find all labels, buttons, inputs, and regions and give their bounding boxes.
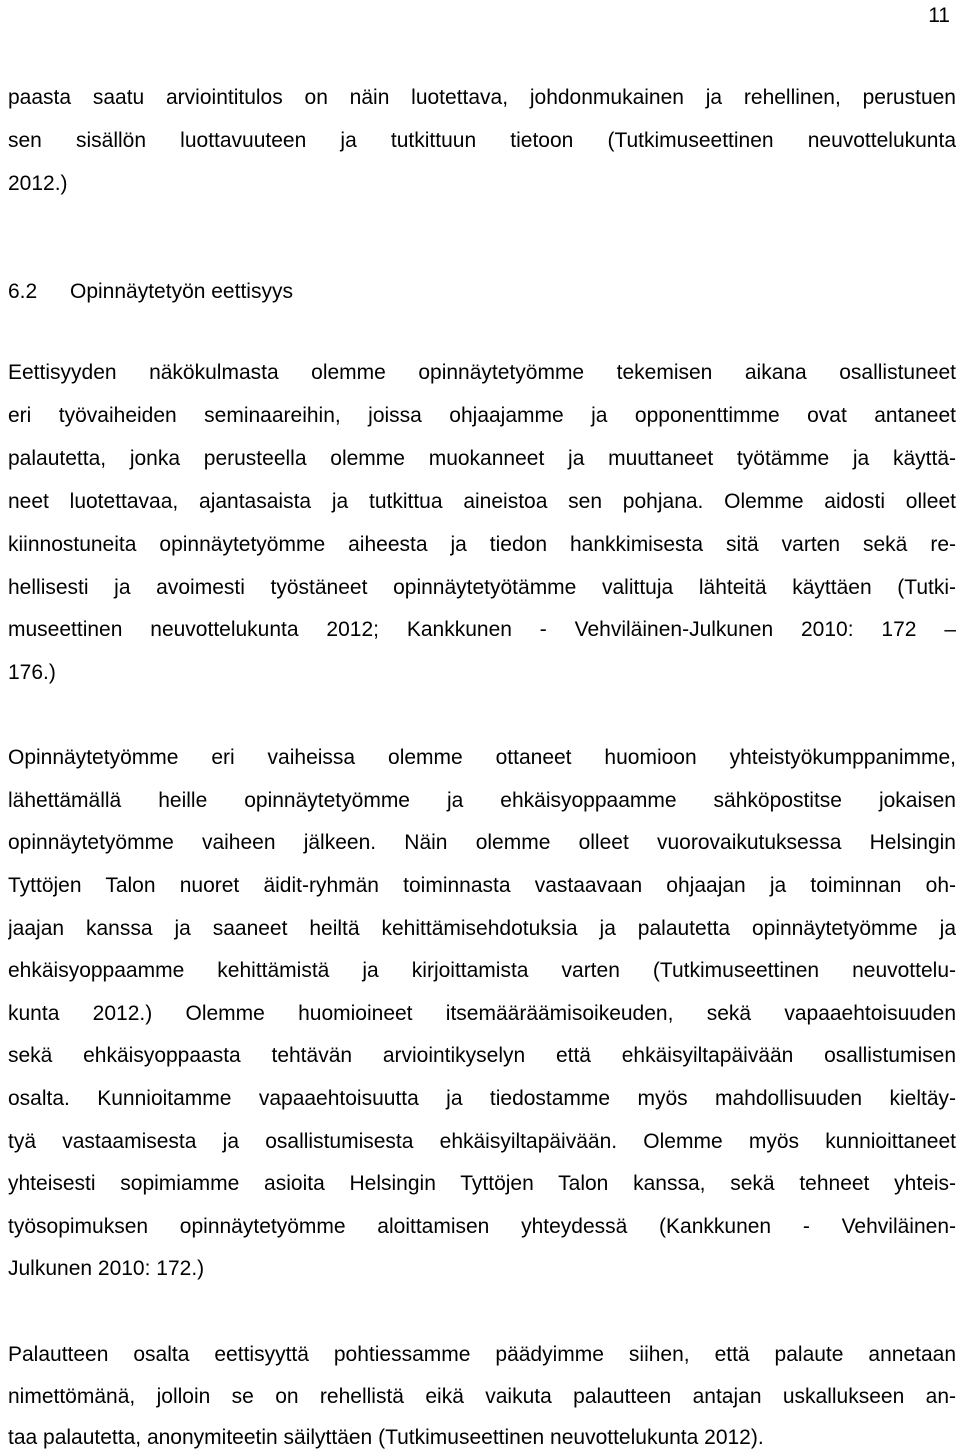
paragraph-line: yhteisesti sopimiamme asioita Helsingin Tyttöjen Talon kanssa, sekä tehneet yhteis- [8, 1172, 956, 1195]
paragraph-line: nimettömänä, jolloin se on rehellistä eikä vaikuta palautteen antajan uskallukseen an- [8, 1385, 956, 1408]
paragraph-line: paasta saatu arviointitulos on näin luotettava, johdonmukainen ja rehellinen, perustuen [8, 86, 956, 109]
section-number: 6.2 [8, 280, 38, 303]
paragraph-line: työsopimuksen opinnäytetyömme aloittamisen yhteydessä (Kankkunen - Vehviläinen- [8, 1215, 956, 1238]
paragraph-line: 176.) [8, 661, 56, 684]
page-number: 11 [928, 4, 950, 27]
paragraph-line: Opinnäytetyömme eri vaiheissa olemme ottaneet huomioon yhteistyökumppanimme, [8, 746, 956, 769]
paragraph-line: jaajan kanssa ja saaneet heiltä kehittämisehdotuksia ja palautetta opinnäytetyömme ja [8, 917, 956, 940]
paragraph-line: Eettisyyden näkökulmasta olemme opinnäytetyömme tekemisen aikana osallistuneet [8, 361, 956, 384]
paragraph-line: sen sisällön luottavuuteen ja tutkittuun tietoon (Tutkimuseettinen neuvottelukunta [8, 129, 956, 152]
paragraph-line: lähettämällä heille opinnäytetyömme ja ehkäisyoppaamme sähköpostitse jokaisen [8, 789, 956, 812]
paragraph-line: ehkäisyoppaamme kehittämistä ja kirjoittamista varten (Tutkimuseettinen neuvottelu- [8, 959, 956, 982]
paragraph-line: 2012.) [8, 172, 68, 195]
paragraph-line: palautetta, jonka perusteella olemme muokanneet ja muuttaneet työtämme ja käyttä- [8, 447, 956, 470]
paragraph-line: opinnäytetyömme vaiheen jälkeen. Näin olemme olleet vuorovaikutuksessa Helsingin [8, 831, 956, 854]
paragraph-line: sekä ehkäisyoppaasta tehtävän arviointikyselyn että ehkäisyiltapäivään osallistumisen [8, 1044, 956, 1067]
paragraph-line: osalta. Kunnioitamme vapaaehtoisuutta ja tiedostamme myös mahdollisuuden kieltäy- [8, 1087, 956, 1110]
paragraph-line: Palautteen osalta eettisyyttä pohtiessamme päädyimme siihen, että palaute annetaan [8, 1343, 956, 1366]
paragraph-line: museettinen neuvottelukunta 2012; Kankkunen - Vehviläinen-Julkunen 2010: 172 – [8, 618, 956, 641]
paragraph-line: eri työvaiheiden seminaareihin, joissa ohjaajamme ja opponenttimme ovat antaneet [8, 404, 956, 427]
paragraph-line: taa palautetta, anonymiteetin säilyttäen (Tutkimuseettinen neuvottelukunta 2012). [8, 1426, 764, 1449]
paragraph-line: Tyttöjen Talon nuoret äidit-ryhmän toiminnasta vastaavaan ohjaajan ja toiminnan oh- [8, 874, 956, 897]
paragraph-line: kunta 2012.) Olemme huomioineet itsemääräämisoikeuden, sekä vapaaehtoisuuden [8, 1002, 956, 1025]
paragraph-line: hellisesti ja avoimesti työstäneet opinnäytetyötämme valittuja lähteitä käyttäen (Tutki- [8, 576, 956, 599]
section-title: Opinnäytetyön eettisyys [70, 280, 293, 303]
paragraph-line: tyä vastaamisesta ja osallistumisesta ehkäisyiltapäivään. Olemme myös kunnioittaneet [8, 1130, 956, 1153]
paragraph-line: kiinnostuneita opinnäytetyömme aiheesta ja tiedon hankkimisesta sitä varten sekä re- [8, 533, 956, 556]
paragraph-line: neet luotettavaa, ajantasaista ja tutkittua aineistoa sen pohjana. Olemme aidosti olleet [8, 490, 956, 513]
paragraph-line: Julkunen 2010: 172.) [8, 1257, 205, 1280]
